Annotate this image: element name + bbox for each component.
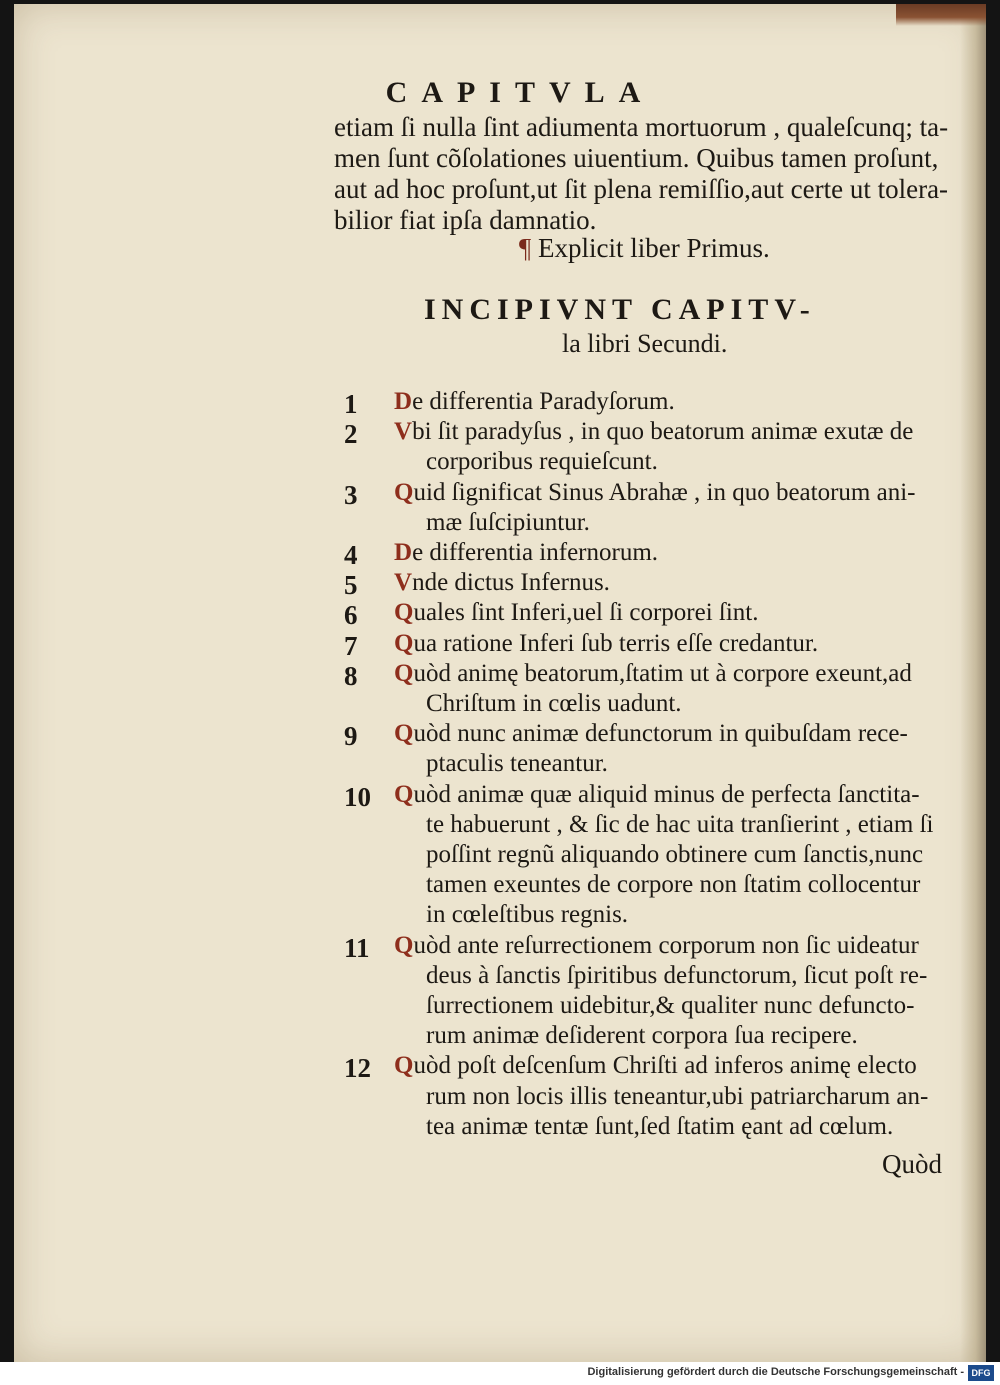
chapter-text: e differentia Paradyſorum. (412, 388, 675, 415)
catchword: Quòd (882, 1149, 942, 1179)
section-heading: INCIPIVNT CAPITV- (424, 293, 816, 326)
pilcrow-icon: ¶ (519, 233, 532, 263)
body-line: etiam ſi nulla ſint adiumenta mortuorum , qualeſcunq; ta- (334, 112, 949, 142)
body-line: men ſunt cõſolationes uiuentium. Quibus tamen proſunt, (334, 143, 939, 173)
chapter-number: 2 (344, 419, 358, 450)
section-subheading: la libri Secundi. (562, 329, 728, 358)
chapter-text: ſurrectionem uidebitur,& qualiter nunc defuncto- (426, 992, 915, 1019)
chapter-text: Chriſtum in cœlis uadunt. (426, 690, 682, 717)
binding-corner (896, 4, 986, 26)
chapter-number: 7 (344, 630, 358, 661)
chapter-text: rum animæ deſiderent corpora ſua recipere. (426, 1022, 858, 1050)
chapter-title (394, 598, 759, 628)
chapter-title-continuation (426, 749, 608, 779)
rubric-initial: Q (394, 720, 414, 748)
chapter-title (394, 659, 912, 689)
chapter-number: 12 (344, 1053, 371, 1084)
chapter-number: 10 (344, 781, 371, 812)
chapter-number: 1 (344, 389, 358, 419)
chapter-title-continuation (426, 447, 658, 477)
chapter-title (394, 538, 658, 568)
chapter-title (394, 417, 913, 447)
chapter-title (394, 719, 908, 749)
chapter-title-continuation (426, 961, 927, 991)
chapter-text: poſſint regnũ aliquando obtinere cum ſanctis,nunc (426, 841, 924, 868)
body-line: aut ad hoc proſunt,ut ſit plena remiſſio,aut certe ut tolera- (334, 174, 949, 204)
rubric-initial: Q (394, 1052, 414, 1080)
chapter-title-continuation (426, 870, 920, 900)
chapter-number: 11 (344, 932, 370, 963)
chapter-text: ptaculis teneantur. (426, 750, 608, 778)
chapter-title (394, 780, 920, 810)
chapter-text: corporibus requieſcunt. (426, 448, 658, 476)
chapter-title (394, 1051, 917, 1081)
rubric-initial: Q (394, 629, 414, 657)
footer-credit: Digitalisierung gefördert durch die Deutsche Forschungsgemeinschaft - (587, 1366, 964, 1378)
chapter-title-continuation (426, 1021, 858, 1051)
chapter-text: in cœleſtibus regnis. (426, 901, 629, 929)
chapter-title-continuation (426, 900, 628, 930)
chapter-text: e differentia infernorum. (412, 539, 659, 566)
chapter-title-continuation (426, 689, 682, 719)
chapter-text: uòd nunc animæ defunctorum in quibuſdam rece- (413, 720, 908, 748)
chapter-title-continuation (426, 810, 933, 840)
chapter-text: nde dictus Infernus. (412, 569, 610, 597)
chapter-title (394, 629, 818, 659)
chapter-text: mæ ſuſcipiuntur. (426, 508, 590, 536)
explicit-line (519, 233, 770, 264)
chapter-number: 3 (344, 479, 358, 510)
rubric-initial: D (394, 388, 413, 415)
chapter-title (394, 387, 675, 417)
chapter-title-continuation (426, 840, 923, 870)
chapter-title (394, 568, 610, 598)
rubric-initial: Q (394, 780, 414, 808)
running-head: CAPITVLA (385, 76, 655, 109)
chapter-number: 9 (344, 721, 358, 752)
body-line: bilior fiat ipſa damnatio. (334, 205, 597, 235)
rubric-initial: V (394, 418, 413, 446)
chapter-number: 4 (344, 540, 358, 570)
footer-bar (0, 1362, 1000, 1385)
chapter-title (394, 931, 919, 961)
chapter-number: 6 (344, 600, 358, 631)
chapter-text: tea animæ tentæ ſunt,ſed ſtatim ęant ad cœlum. (426, 1112, 894, 1140)
chapter-text: uòd animę beatorum,ſtatim ut à corpore exeunt,ad (413, 659, 912, 687)
chapter-text: uòd animæ quæ aliquid minus de perfecta ſanctita- (413, 780, 920, 808)
dfg-logo: DFG (968, 1365, 994, 1381)
rubric-initial: Q (394, 659, 414, 687)
chapter-text: rum non locis illis teneantur,ubi patriarcharum an- (426, 1082, 929, 1110)
book-page (14, 4, 986, 1362)
chapter-text: tamen exeuntes de corpore non ſtatim collocentur (426, 871, 921, 899)
body-text (334, 112, 964, 236)
rubric-initial: Q (394, 931, 414, 959)
chapter-number: 5 (344, 570, 358, 601)
rubric-initial: D (394, 539, 413, 566)
chapter-text: deus à ſanctis ſpiritibus defunctorum, ſicut poſt re- (426, 961, 928, 989)
chapter-text: uales ſint Inferi,uel ſi corporei ſint. (413, 599, 759, 627)
chapter-title-continuation (426, 991, 914, 1021)
chapter-text: uid ſignificat Sinus Abrahæ , in quo beatorum ani- (413, 478, 916, 506)
chapter-text: bi ſit paradyſus , in quo beatorum animæ exutæ de (412, 418, 914, 446)
chapter-number: 8 (344, 660, 358, 691)
rubric-initial: V (394, 569, 413, 597)
rubric-initial: Q (394, 599, 414, 627)
chapter-title-continuation (426, 1082, 928, 1112)
chapter-title-continuation (426, 1112, 893, 1142)
chapter-text: te habuerunt , & ſic de hac uita tranſierint , etiam ſi (426, 810, 934, 838)
chapter-text: uòd poſt deſcenſum Chriſti ad inferos animę electo (413, 1052, 917, 1080)
chapter-text: uòd ante reſurrectionem corporum non ſic uideatur (413, 931, 919, 959)
chapter-title (394, 478, 915, 508)
rubric-initial: Q (394, 478, 414, 506)
chapter-text: ua ratione Inferi ſub terris eſſe credantur. (413, 629, 819, 657)
explicit-text: Explicit liber Primus. (537, 233, 770, 263)
chapter-title-continuation (426, 508, 590, 538)
